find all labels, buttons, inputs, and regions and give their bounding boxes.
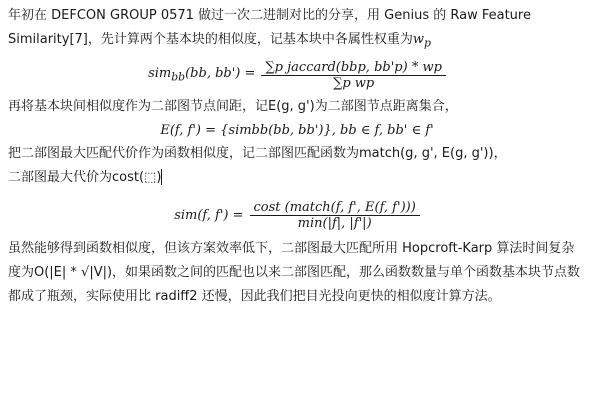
paragraph-matching-text: 把二部图最大匹配代价作为函数相似度，记二部图匹配函数为match(g, g', E(g, g'))， xyxy=(8,145,507,161)
equation-fraction xyxy=(261,60,446,91)
paragraph-intro-text: 年初在 DEFCON GROUP 0571 做过一次二进制对比的分享，用 Genius 的 Raw Feature Similarity[7]，先计算两个基本块的相似度，记基本块中各属性权重为 xyxy=(8,8,531,47)
paragraph-matching xyxy=(8,142,586,190)
equation-lhs: sim$_{bb}$(bb, bb') = xyxy=(148,66,256,84)
equation-denominator: ∑p wp xyxy=(333,75,375,91)
equation-function-similarity xyxy=(8,200,586,231)
equation-distance-text: E(f, f') = {simbb(bb, bb')}, bb ∈ f, bb' ∈ f' xyxy=(160,122,434,138)
equation-numerator: ∑p jaccard(bbp, bb'p) * wp xyxy=(265,59,442,75)
paragraph-distance xyxy=(8,95,586,119)
equation-block-similarity xyxy=(8,60,586,91)
text-cursor xyxy=(161,169,162,185)
equation-func-fraction xyxy=(250,200,420,231)
weight-variable: $w_p$ xyxy=(412,32,431,50)
equation-func-lhs: sim(f, f') = xyxy=(174,207,244,223)
paragraph-matching-line2: 二部图最大代价为cost(⬚) xyxy=(8,169,162,185)
document-body xyxy=(8,4,586,309)
paragraph-intro xyxy=(8,4,586,56)
equation-func-numerator: cost (match(f, f', E(f, f'))) xyxy=(253,199,416,215)
paragraph-conclusion xyxy=(8,237,586,309)
paragraph-conclusion-text: 虽然能够得到函数相似度，但该方案效率低下，二部图最大匹配所用 Hopcroft-Karp 算法时间复杂度为O(|E| * √|V|)，如果函数之间的匹配也以来二部图匹配，那么函数数量与单个函数基本块节点数都成了瓶颈，实际使用比 radiff2 还慢，因此我们把目光投向更快的相似度计算方法。 xyxy=(8,240,581,304)
equation-func-denominator: min(|f|, |f'|) xyxy=(297,215,372,231)
paragraph-distance-text: 再将基本块间相似度作为二部图节点间距，记E(g, g')为二部图节点距离集合， xyxy=(8,98,458,114)
equation-distance-set xyxy=(8,123,586,138)
